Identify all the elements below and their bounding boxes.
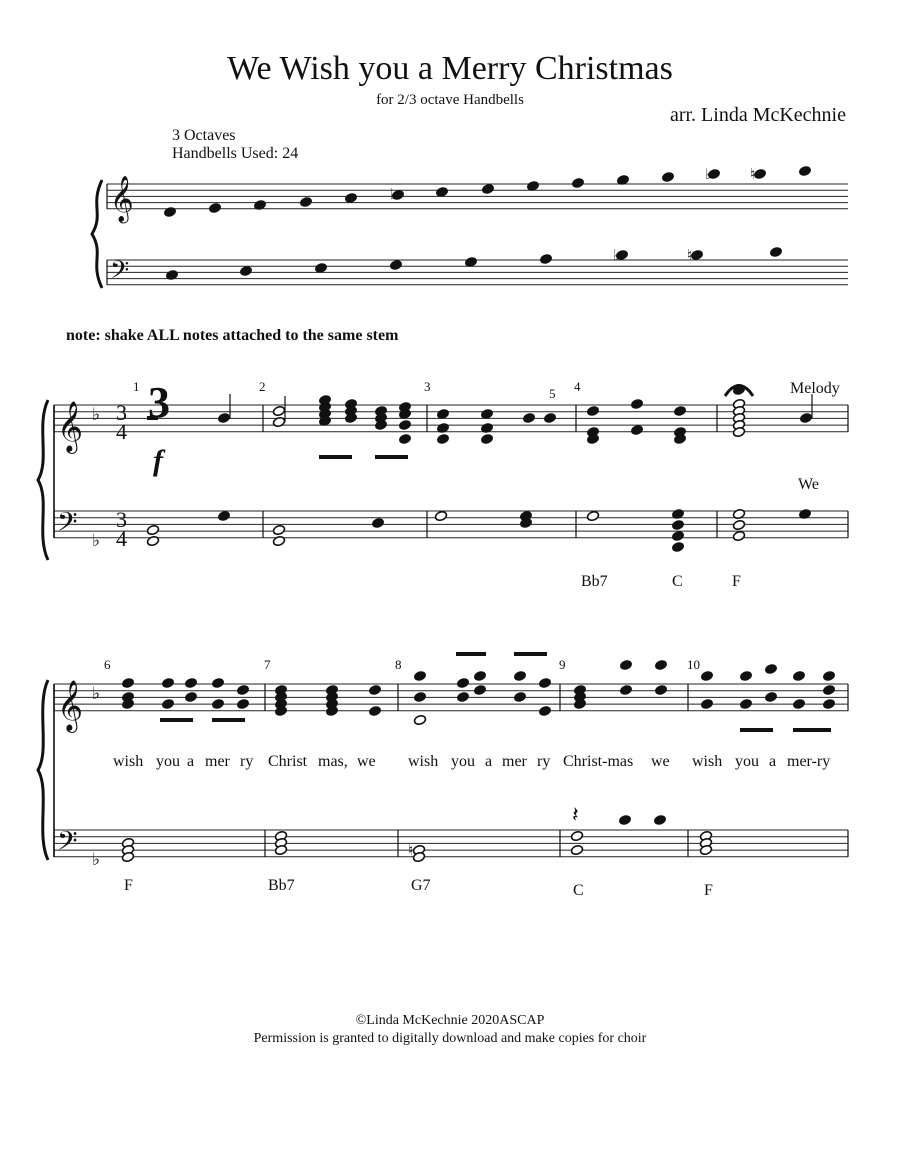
time-signature: 3 <box>116 507 127 532</box>
notehead <box>570 830 583 841</box>
key-signature-flat: ♭ <box>92 405 101 424</box>
lyric: you <box>735 753 759 770</box>
measure-number: 10 <box>687 657 700 672</box>
notehead <box>368 705 381 716</box>
subtitle: for 2/3 octave Handbells <box>376 92 524 108</box>
key-signature-flat: ♭ <box>92 684 101 703</box>
natural-sign: ♮ <box>687 248 693 264</box>
lyric: we <box>357 753 376 770</box>
beam <box>375 455 408 459</box>
lyric: mer <box>205 753 230 770</box>
notehead <box>618 814 631 825</box>
notehead <box>764 691 777 702</box>
copyright-line: ©Linda McKechnie 2020ASCAP <box>355 1013 545 1028</box>
notehead <box>272 405 285 416</box>
notehead <box>739 698 752 709</box>
beam <box>319 455 352 459</box>
notehead <box>513 670 526 681</box>
copyright-block <box>0 1012 900 1048</box>
lyric: you <box>451 753 475 770</box>
notehead <box>671 519 684 530</box>
notehead <box>764 663 777 674</box>
notehead <box>236 698 249 709</box>
notehead <box>671 541 684 552</box>
notehead <box>434 510 447 521</box>
notehead <box>799 412 812 423</box>
lyric: mer <box>502 753 527 770</box>
notehead <box>184 691 197 702</box>
treble-clef: 𝄞 <box>57 681 84 730</box>
notehead <box>481 183 494 194</box>
lyric: wish <box>113 753 144 770</box>
lyric: ry <box>240 753 254 770</box>
notehead <box>184 677 197 688</box>
notehead <box>630 398 643 409</box>
notehead <box>413 714 426 725</box>
notehead <box>739 670 752 681</box>
lyric: a <box>485 753 493 770</box>
measure-number: 6 <box>104 657 111 672</box>
notehead <box>272 524 285 535</box>
notehead <box>822 684 835 695</box>
beam <box>740 728 773 732</box>
beam <box>514 652 547 656</box>
notehead <box>732 530 745 541</box>
chord-symbol: Bb7 <box>268 877 295 894</box>
notehead <box>619 659 632 670</box>
time-signature: 3 <box>116 400 127 425</box>
notehead <box>630 424 643 435</box>
measure-number: 3 <box>424 379 431 394</box>
lyric: wish <box>408 753 439 770</box>
notehead <box>792 698 805 709</box>
notehead <box>538 677 551 688</box>
notehead <box>371 517 384 528</box>
chord-symbol: F <box>704 882 713 899</box>
notehead <box>413 670 426 681</box>
lyric: a <box>769 753 777 770</box>
notehead <box>344 192 357 203</box>
time-signature: 4 <box>116 526 127 551</box>
notehead <box>732 519 745 530</box>
chord-symbol: Bb7 <box>581 573 608 590</box>
notehead <box>586 510 599 521</box>
key-signature-flat: ♭ <box>92 850 101 869</box>
notehead <box>543 412 556 423</box>
notehead <box>673 405 686 416</box>
notehead <box>161 698 174 709</box>
notehead <box>671 530 684 541</box>
time-signature: 4 <box>116 419 127 444</box>
notehead <box>473 670 486 681</box>
notehead <box>217 412 230 423</box>
beam <box>456 652 486 656</box>
notehead <box>217 510 230 521</box>
performance-note: note: shake ALL notes attached to the same stem <box>66 327 399 344</box>
notehead <box>654 659 667 670</box>
lyric: mas, <box>318 753 348 770</box>
treble-clef: 𝄞 <box>57 402 84 451</box>
dynamic-forte: f <box>153 444 163 477</box>
beam <box>212 718 245 722</box>
score-text <box>104 378 840 899</box>
brace <box>92 180 102 288</box>
notehead <box>538 705 551 716</box>
measure-number: 7 <box>264 657 271 672</box>
notehead <box>700 670 713 681</box>
notehead <box>571 177 584 188</box>
notehead <box>653 814 666 825</box>
notehead <box>822 670 835 681</box>
notehead <box>436 433 449 444</box>
notehead <box>236 684 249 695</box>
bass-clef: 𝄢 <box>57 826 78 862</box>
measure-number: 4 <box>574 379 581 394</box>
notehead <box>798 165 811 176</box>
notehead <box>208 202 221 213</box>
measure-number: 9 <box>559 657 566 672</box>
beam <box>793 728 831 732</box>
time-signature-top-treble: 3 <box>148 378 170 427</box>
notehead <box>121 677 134 688</box>
lyric: a <box>187 753 195 770</box>
notehead <box>211 677 224 688</box>
lyric: mer-ry <box>787 753 831 770</box>
lyric: We <box>798 476 819 493</box>
notehead <box>368 684 381 695</box>
beam <box>160 718 193 722</box>
flat-sign: ♭ <box>705 167 713 183</box>
lyric: we <box>651 753 670 770</box>
notehead <box>769 246 782 257</box>
treble-clef: 𝄞 <box>110 176 134 221</box>
notehead <box>473 684 486 695</box>
brace <box>38 680 48 860</box>
quarter-rest: 𝄽 <box>572 802 579 827</box>
notehead <box>456 677 469 688</box>
measure-number: 1 <box>133 379 140 394</box>
permission-line: Permission is granted to digitally download and make copies for choir <box>253 1031 647 1046</box>
page-title: We Wish you a Merry Christmas <box>227 50 673 87</box>
notehead <box>661 171 674 182</box>
notehead <box>792 670 805 681</box>
notehead <box>389 259 402 270</box>
notehead <box>211 698 224 709</box>
notehead <box>398 419 411 430</box>
flat-sign: ♭ <box>390 187 398 203</box>
notehead <box>161 677 174 688</box>
notehead <box>146 524 159 535</box>
notehead <box>822 698 835 709</box>
chord-symbol: F <box>124 877 133 894</box>
notehead <box>522 412 535 423</box>
measure-number: 8 <box>395 657 402 672</box>
chord-symbol: F <box>732 573 741 590</box>
notehead <box>398 433 411 444</box>
flat-sign: ♭ <box>613 248 621 264</box>
brace <box>38 400 48 560</box>
notehead <box>413 691 426 702</box>
notehead <box>480 433 493 444</box>
notehead <box>539 253 552 264</box>
melody-label: Melody <box>790 380 840 397</box>
notehead <box>163 206 176 217</box>
lyric: wish <box>692 753 723 770</box>
notehead <box>700 698 713 709</box>
lyric: you <box>156 753 180 770</box>
notehead <box>239 265 252 276</box>
notehead <box>456 691 469 702</box>
notehead <box>272 535 285 546</box>
natural-sign: ♮ <box>750 167 756 183</box>
lyric: Christ-mas <box>563 753 634 770</box>
notehead <box>299 196 312 207</box>
chord-symbol: G7 <box>411 877 431 894</box>
measure-number: 5 <box>549 386 556 401</box>
notehead <box>513 691 526 702</box>
bass-clef: 𝄢 <box>57 507 78 543</box>
chord-symbol: C <box>573 882 584 899</box>
lyric: ry <box>537 753 551 770</box>
notehead <box>586 405 599 416</box>
handbells-used-label: Handbells Used: 24 <box>172 145 299 162</box>
notehead <box>570 844 583 855</box>
notehead <box>146 535 159 546</box>
chord-symbol: C <box>672 573 683 590</box>
key-signature-flat: ♭ <box>92 531 101 550</box>
arranger-credit: arr. Linda McKechnie <box>669 104 846 126</box>
bass-clef: 𝄢 <box>110 257 130 290</box>
lyric: Christ <box>268 753 308 770</box>
octaves-label: 3 Octaves <box>172 127 236 144</box>
notehead <box>619 684 632 695</box>
natural-sign: ♮ <box>408 843 414 859</box>
notehead <box>654 684 667 695</box>
measure-number: 2 <box>259 379 266 394</box>
